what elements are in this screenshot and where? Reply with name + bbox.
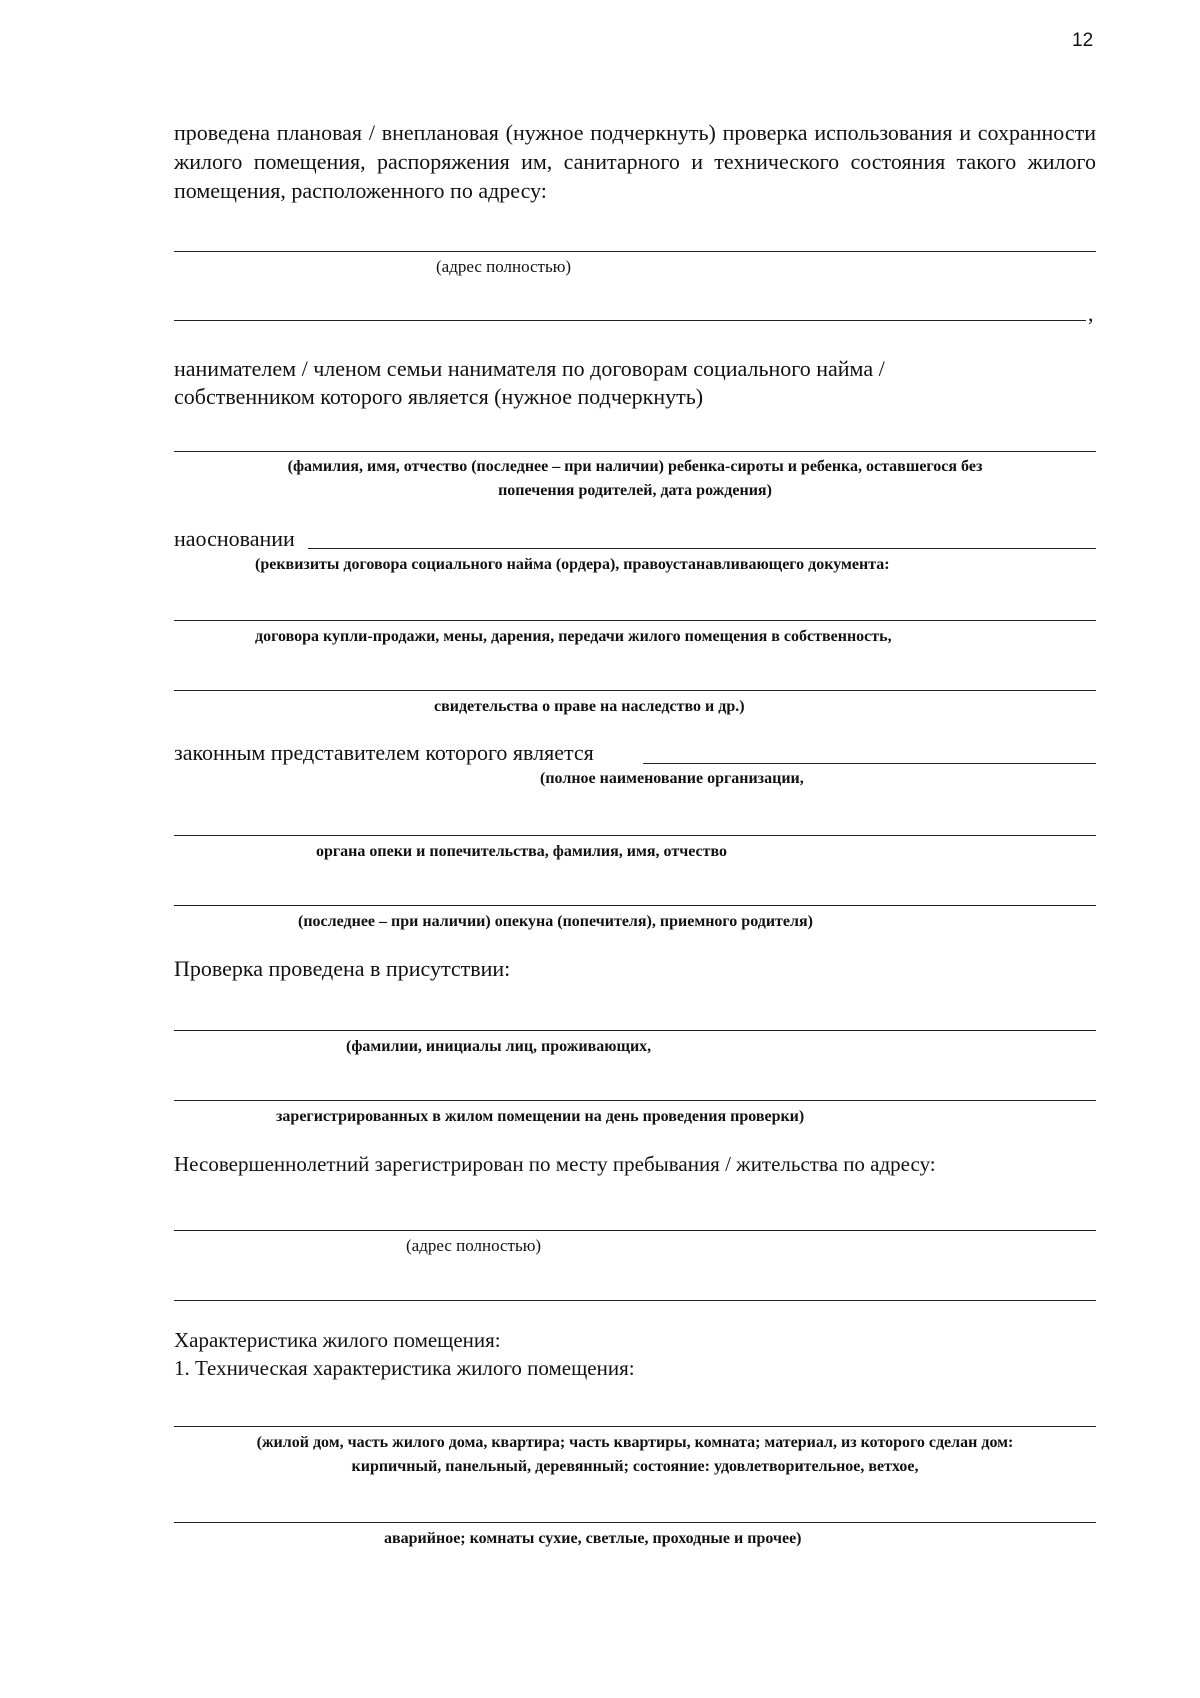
presence-label: Проверка проведена в присутствии: (174, 956, 511, 981)
page-number: 12 (1072, 30, 1094, 51)
tenant-text-line-2: собственником которого является (нужное подчеркнуть) (174, 384, 704, 409)
representative-label: законным представителем которого является (174, 740, 594, 765)
representative-line-3[interactable] (174, 905, 1096, 906)
presence-line-2[interactable] (174, 1100, 1096, 1101)
technical-caption-line-1: (жилой дом, часть жилого дома, квартира; часть квартиры, комната; материал, из которого сделан дом: (256, 1434, 1014, 1451)
basis-caption-1: (реквизиты договора социального найма (ордера), правоустанавливающего документа: (255, 556, 890, 573)
characteristics-title: Характеристика жилого помещения: (174, 1328, 501, 1352)
representative-line-2[interactable] (174, 835, 1096, 836)
basis-label: наосновании (174, 526, 295, 551)
address-comma: , (1088, 301, 1094, 326)
minor-address-line-1[interactable] (174, 1230, 1096, 1231)
technical-title: 1. Техническая характеристика жилого помещения: (174, 1356, 635, 1380)
address-line-2[interactable] (174, 320, 1086, 321)
child-name-line[interactable] (174, 451, 1096, 452)
intro-paragraph: проведена плановая / внеплановая (нужное подчеркнуть) проверка использования и сохранности жилого помещения, распоряжения им, санитарного и технического состояния такого жилого помещения, расположенного по адресу: (174, 120, 1096, 203)
child-caption-line-2: попечения родителей, дата рождения) (498, 482, 772, 499)
basis-line-2[interactable] (174, 620, 1096, 621)
representative-line-1[interactable] (643, 763, 1096, 764)
basis-caption-3: свидетельства о праве на наследство и др.) (434, 698, 745, 715)
address-caption: (адрес полностью) (436, 257, 572, 276)
technical-line-1[interactable] (174, 1426, 1096, 1427)
representative-caption-3: (последнее – при наличии) опекуна (попечителя), приемного родителя) (298, 913, 813, 930)
child-caption-line-1: (фамилия, имя, отчество (последнее – при наличии) ребенка-сироты и ребенка, оставшегося без (287, 458, 983, 475)
presence-caption-1: (фамилии, инициалы лиц, проживающих, (346, 1038, 652, 1055)
technical-caption-line-2: кирпичный, панельный, деревянный; состояние: удовлетворительное, ветхое, (351, 1458, 919, 1475)
technical-caption-3: аварийное; комнаты сухие, светлые, проходные и прочее) (384, 1530, 802, 1547)
address-line-1[interactable] (174, 251, 1096, 252)
technical-caption (174, 1431, 1096, 1479)
technical-line-2[interactable] (174, 1522, 1096, 1523)
minor-address-line-2[interactable] (174, 1300, 1096, 1301)
minor-address-label: Несовершеннолетний зарегистрирован по месту пребывания / жительства по адресу: (174, 1152, 936, 1176)
basis-line-1[interactable] (308, 548, 1096, 549)
minor-address-caption: (адрес полностью) (406, 1236, 542, 1255)
basis-line-3[interactable] (174, 690, 1096, 691)
presence-line-1[interactable] (174, 1030, 1096, 1031)
representative-caption-2: органа опеки и попечительства, фамилия, имя, отчество (316, 843, 728, 860)
basis-caption-2: договора купли-продажи, мены, дарения, передачи жилого помещения в собственность, (255, 628, 892, 645)
child-caption (174, 455, 1096, 503)
tenant-text-line-1: нанимателем / членом семьи нанимателя по договорам социального найма / (174, 356, 885, 381)
representative-caption-1: (полное наименование организации, (540, 770, 804, 787)
presence-caption-2: зарегистрированных в жилом помещении на день проведения проверки) (276, 1108, 805, 1125)
